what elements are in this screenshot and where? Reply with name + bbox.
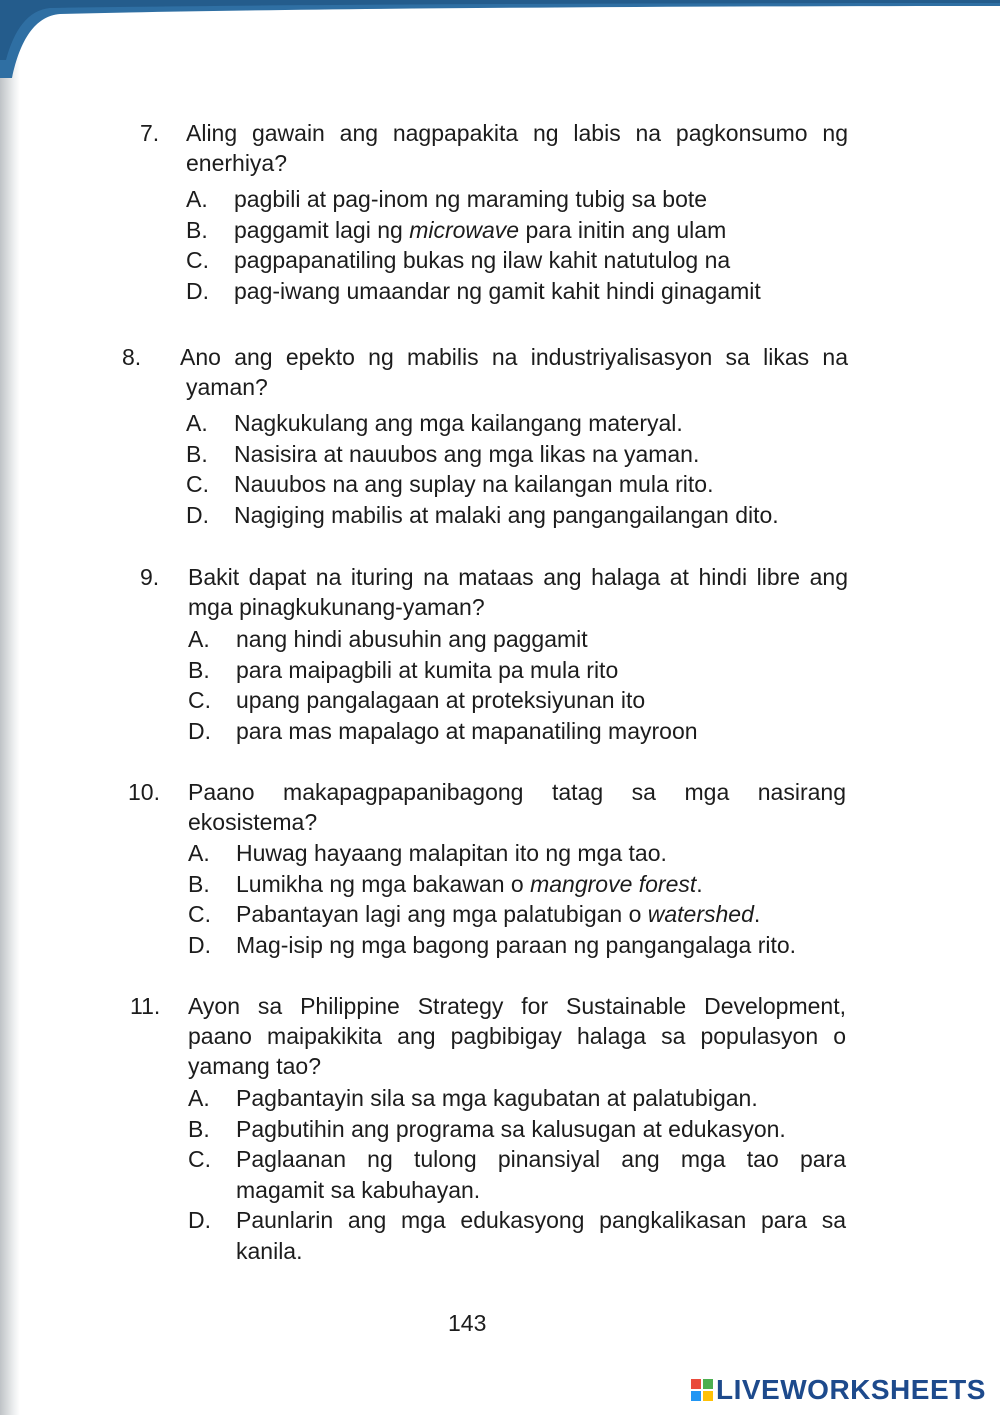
- option-c[interactable]: C. Pabantayan lagi ang mga palatubigan o watershed.: [188, 901, 761, 927]
- liveworksheets-watermark: [690, 1374, 986, 1406]
- option-b[interactable]: B. Pagbutihin ang programa sa kalusugan at edukasyon.: [188, 1115, 786, 1142]
- question-number: 9.: [140, 564, 160, 590]
- option-d[interactable]: D. pag-iwang umaandar ng gamit kahit hindi ginagamit: [186, 277, 761, 304]
- answer-options: [188, 1083, 846, 1266]
- answer-options: [186, 408, 848, 530]
- option-a[interactable]: A. Huwag hayaang malapitan ito ng mga tao.: [188, 840, 667, 866]
- page-edge-shadow: [0, 0, 20, 1415]
- question-number: 7.: [140, 120, 160, 146]
- question-text: Ayon sa Philippine Strategy for Sustainable Development, paano maipakikita ang pagbibigay halaga sa populasyon o yamang tao?: [188, 993, 846, 1079]
- question-text: Bakit dapat na ituring na mataas ang halaga at hindi libre ang mga pinagkukunang-yaman?: [188, 564, 848, 620]
- option-a[interactable]: A. nang hindi abusuhin ang paggamit: [188, 626, 588, 652]
- question-number: 8.: [122, 344, 142, 370]
- option-c[interactable]: C. Nauubos na ang suplay na kailangan mula rito.: [186, 471, 714, 497]
- option-d[interactable]: D. Mag-isip ng mga bagong paraan ng pangangalaga rito.: [188, 931, 797, 958]
- watermark-text: LIVEWORKSHEETS: [716, 1374, 986, 1405]
- question-text: Aling gawain ang nagpapakita ng labis na pagkonsumo ng enerhiya?: [186, 120, 848, 176]
- option-b[interactable]: B. Nasisira at nauubos ang mga likas na yaman.: [186, 440, 700, 467]
- option-a[interactable]: A. Nagkukulang ang mga kailangang materyal.: [186, 410, 683, 436]
- worksheet-page: [18, 0, 1000, 1415]
- option-a[interactable]: A. pagbili at pag-inom ng maraming tubig sa bote: [186, 186, 708, 212]
- question-text: Ano ang epekto ng mabilis na industriyalisasyon sa likas na yaman?: [180, 344, 848, 400]
- question-text: Paano makapagpapanibagong tatag sa mga nasirang ekosistema?: [188, 779, 846, 835]
- page-number: 143: [448, 1310, 487, 1336]
- answer-options: [188, 624, 848, 746]
- option-b[interactable]: B. para maipagbili at kumita pa mula rito: [188, 656, 619, 683]
- answer-options: [186, 184, 848, 306]
- option-c[interactable]: C. pagpapanatiling bukas ng ilaw kahit natutulog na: [186, 247, 731, 273]
- option-a[interactable]: A. Pagbantayin sila sa mga kagubatan at palatubigan.: [188, 1085, 758, 1111]
- option-d[interactable]: D. Nagiging mabilis at malaki ang pangangailangan dito.: [186, 501, 779, 528]
- option-d[interactable]: D. Paunlarin ang mga edukasyong pangkalikasan para sa kanila.: [188, 1207, 846, 1264]
- option-c[interactable]: C. upang pangalagaan at proteksiyunan ito: [188, 687, 646, 713]
- option-b[interactable]: B. Lumikha ng mga bakawan o mangrove forest.: [188, 870, 703, 897]
- option-b[interactable]: B. paggamit lagi ng microwave para initin ang ulam: [186, 216, 727, 243]
- question-number: 11.: [130, 993, 161, 1019]
- answer-options: [188, 838, 848, 960]
- option-c[interactable]: C. Paglaanan ng tulong pinansiyal ang mga tao para magamit sa kabuhayan.: [188, 1146, 846, 1203]
- liveworksheets-logo-icon: [690, 1378, 714, 1402]
- option-d[interactable]: D. para mas mapalago at mapanatiling mayroon: [188, 717, 698, 744]
- question-number: 10.: [128, 779, 160, 805]
